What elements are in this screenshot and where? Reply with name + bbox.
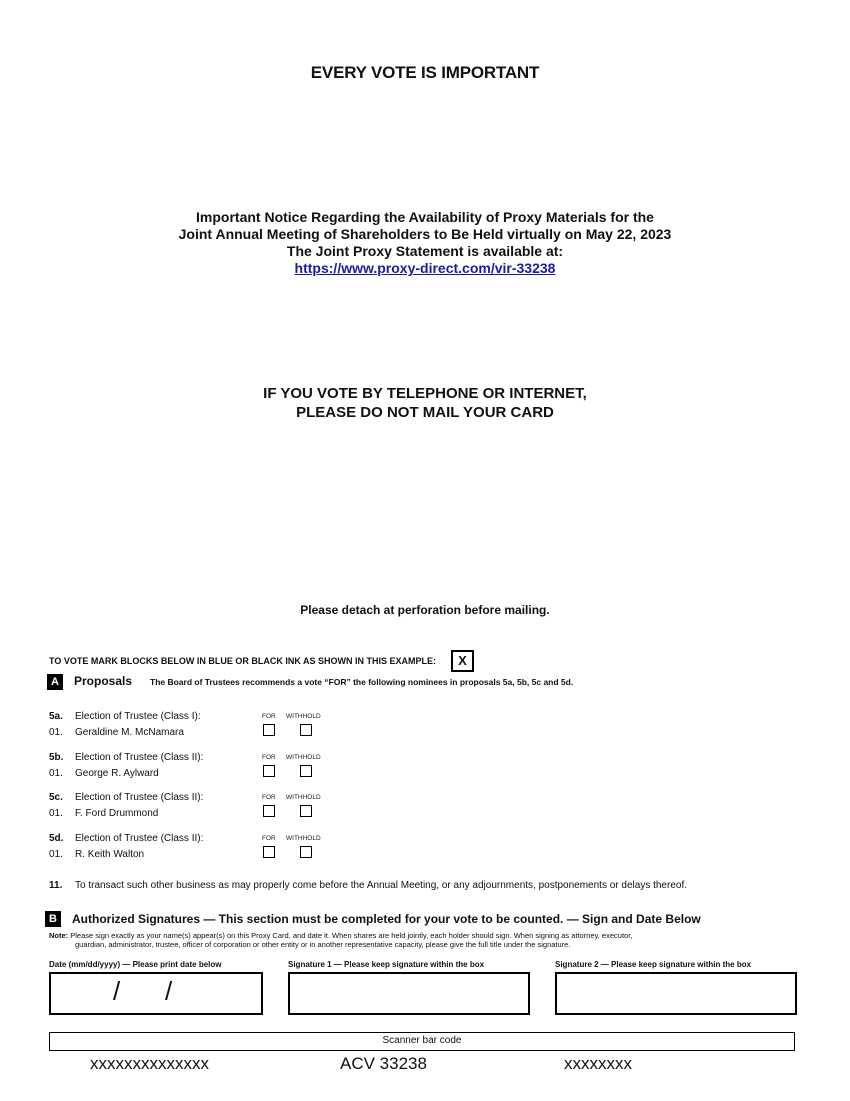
proposal-title: Election of Trustee (Class II): <box>75 792 204 803</box>
proposal-5c <box>49 790 203 822</box>
proposal-5a <box>49 709 201 741</box>
proposal-5b <box>49 750 203 782</box>
vote-warning <box>0 384 850 422</box>
proposal-number: 5b. <box>49 752 64 763</box>
vote-warning-line-1: IF YOU VOTE BY TELEPHONE OR INTERNET, <box>263 385 587 402</box>
proposal-text: To transact such other business as may properly come before the Annual Meeting, or any adjournments, postponements or delays thereof. <box>75 880 688 891</box>
withhold-column-header: WITHHOLD <box>286 754 321 761</box>
date-separator: / <box>165 976 173 1006</box>
withhold-column-header: WITHHOLD <box>286 794 321 801</box>
nominee-name: Geraldine M. McNamara <box>75 727 184 738</box>
note-line-2: guardian, administrator, trustee, officer of corporation or other entity or in another representative capacity, please give the full title under the signature. <box>75 940 571 949</box>
proposal-11 <box>49 880 687 891</box>
proposal-number: 5d. <box>49 833 64 844</box>
section-b-badge: B <box>45 911 61 927</box>
proposal-title: Election of Trustee (Class II): <box>75 752 204 763</box>
for-checkbox-5a[interactable] <box>263 724 275 736</box>
proposal-number: 5a. <box>49 711 63 722</box>
withhold-column-header: WITHHOLD <box>286 835 321 842</box>
nominee-number: 01. <box>49 768 63 779</box>
for-checkbox-5d[interactable] <box>263 846 275 858</box>
signature-1-field[interactable] <box>288 972 530 1015</box>
proxy-statement-link[interactable]: https://www.proxy-direct.com/vir-33238 <box>294 260 556 276</box>
for-column-header: FOR <box>262 754 276 761</box>
example-mark-box: X <box>451 650 474 672</box>
proposal-5d <box>49 831 203 863</box>
control-code-left: xxxxxxxxxxxxxx <box>90 1054 209 1073</box>
for-column-header: FOR <box>262 835 276 842</box>
withhold-column-header: WITHHOLD <box>286 713 321 720</box>
nominee-number: 01. <box>49 849 63 860</box>
date-field[interactable] <box>49 972 263 1015</box>
signature-2-field[interactable] <box>555 972 797 1015</box>
detach-instruction: Please detach at perforation before mailing. <box>300 603 550 617</box>
for-checkbox-5b[interactable] <box>263 765 275 777</box>
notice-line-3: The Joint Proxy Statement is available at: <box>286 243 564 259</box>
proposal-number: 11. <box>49 880 63 891</box>
nominee-name: R. Keith Walton <box>75 849 145 860</box>
withhold-checkbox-5b[interactable] <box>300 765 312 777</box>
nominee-name: F. Ford Drummond <box>75 808 159 819</box>
note-label: Note: <box>49 931 69 940</box>
for-checkbox-5c[interactable] <box>263 805 275 817</box>
signature-note <box>49 931 809 949</box>
nominee-name: George R. Aylward <box>75 768 159 779</box>
for-column-header: FOR <box>262 794 276 801</box>
voting-instructions: TO VOTE MARK BLOCKS BELOW IN BLUE OR BLACK INK AS SHOWN IN THIS EXAMPLE: <box>49 656 436 666</box>
withhold-checkbox-5a[interactable] <box>300 724 312 736</box>
for-column-header: FOR <box>262 713 276 720</box>
nominee-number: 01. <box>49 727 63 738</box>
proposal-number: 5c. <box>49 792 63 803</box>
card-code: ACV 33238 <box>340 1054 427 1073</box>
proposal-title: Election of Trustee (Class II): <box>75 833 204 844</box>
section-a-badge: A <box>47 674 63 690</box>
signature-1-label: Signature 1 — Please keep signature within the box <box>288 960 485 969</box>
section-b-title: Authorized Signatures — This section must be completed for your vote to be counted. — Sign and Date Below <box>72 912 701 926</box>
withhold-checkbox-5d[interactable] <box>300 846 312 858</box>
note-line-1: Please sign exactly as your name(s) appear(s) on this Proxy Card, and date it. When shares are held jointly, each holder should sign. When signing as attorney, executor, <box>70 931 633 940</box>
scanner-barcode-label: Scanner bar code <box>382 1035 462 1046</box>
section-a-recommendation: The Board of Trustees recommends a vote “FOR” the following nominees in proposals 5a, 5b, 5c and 5d. <box>150 677 574 687</box>
section-a-title: Proposals <box>74 674 133 688</box>
control-code-right: xxxxxxxx <box>564 1054 632 1073</box>
proposal-title: Election of Trustee (Class I): <box>75 711 201 722</box>
date-separator: / <box>113 976 121 1006</box>
nominee-number: 01. <box>49 808 63 819</box>
notice-line-2: Joint Annual Meeting of Shareholders to Be Held virtually on May 22, 2023 <box>178 226 672 242</box>
notice-line-1: Important Notice Regarding the Availability of Proxy Materials for the <box>196 209 654 225</box>
withhold-checkbox-5c[interactable] <box>300 805 312 817</box>
date-label: Date (mm/dd/yyyy) — Please print date below <box>49 960 222 969</box>
card-title: EVERY VOTE IS IMPORTANT <box>310 63 540 82</box>
signature-2-label: Signature 2 — Please keep signature within the box <box>555 960 752 969</box>
proxy-notice <box>0 209 850 277</box>
vote-warning-line-2: PLEASE DO NOT MAIL YOUR CARD <box>296 404 554 421</box>
